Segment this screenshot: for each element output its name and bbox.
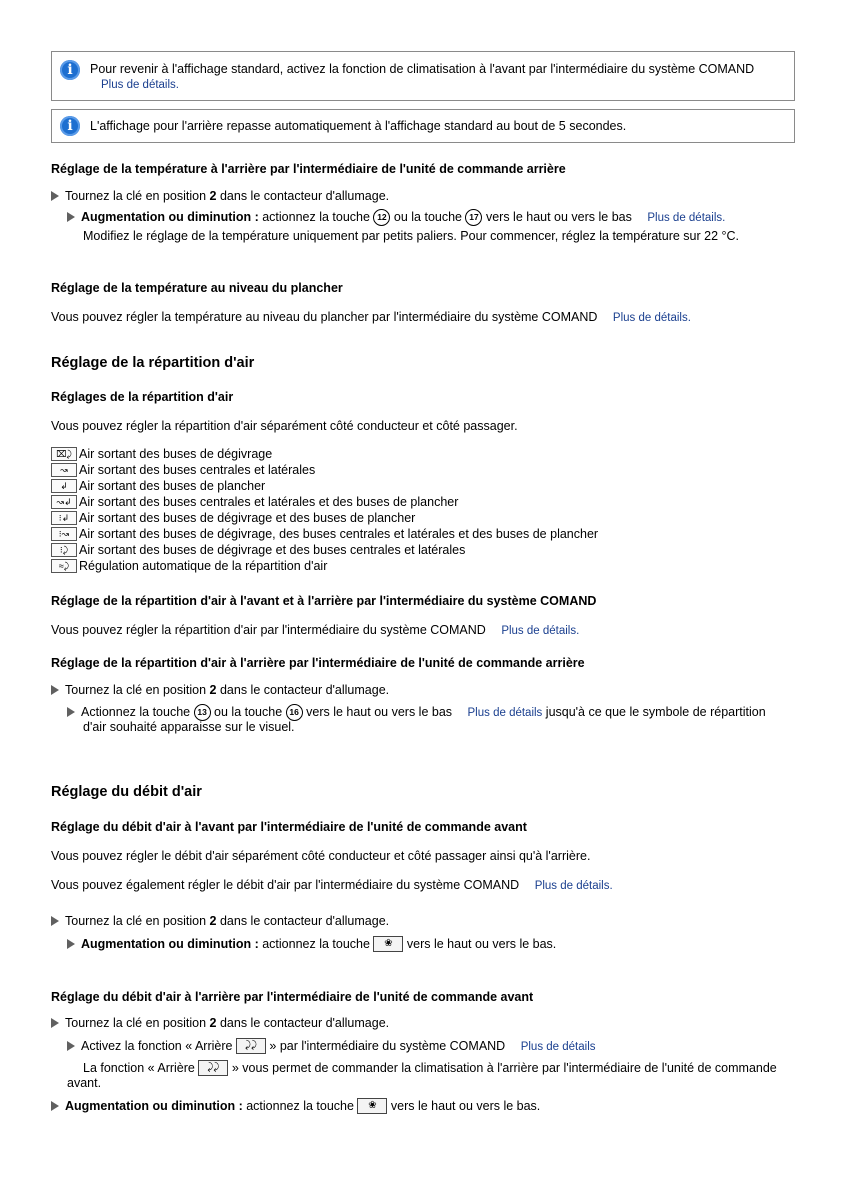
info-box-1 — [51, 51, 795, 101]
paragraph: Vous pouvez régler la répartition d'air par l'intermédiaire du système COMAND Plus de détails. — [51, 623, 580, 637]
details-link[interactable]: Plus de détails. — [612, 312, 691, 324]
heading-rear-temperature: Réglage de la température à l'arrière par l'intermédiaire de l'unité de commande arrière — [51, 162, 566, 176]
button-13-icon: 13 — [194, 704, 211, 721]
center-floor-icon: ↝↲ — [51, 495, 77, 509]
arrow-icon — [51, 1101, 59, 1111]
step-increase-decrease: Augmentation ou diminution : actionnez la touche 12 ou la touche 17 vers le haut ou vers le bas Plus de détails. — [67, 209, 725, 226]
arrow-icon — [51, 1018, 59, 1028]
details-link[interactable]: Plus de détails. — [101, 79, 179, 91]
paragraph: Vous pouvez également régler le débit d'air par l'intermédiaire du système COMAND Plus de détails. — [51, 878, 613, 892]
button-12-icon: 12 — [373, 209, 390, 226]
arrow-icon — [67, 1041, 75, 1051]
step-increase-decrease: Augmentation ou diminution : actionnez la touche ❀ vers le haut ou vers le bas. — [67, 936, 556, 952]
step-actuate: Actionnez la touche 13 ou la touche 16 vers le haut ou vers le bas Plus de détails jusqu'à ce que le symbole de répartition — [67, 704, 766, 721]
info-icon: i — [60, 116, 80, 136]
floor-vents-icon: ↲ — [51, 479, 77, 493]
heading-rear-distribution: Réglage de la répartition d'air à l'arrière par l'intermédiaire de l'unité de commande arrière — [51, 656, 585, 670]
list-item-label: Air sortant des buses de dégivrage, des buses centrales et latérales et des buses de plancher — [79, 527, 599, 541]
details-link[interactable]: Plus de détails — [520, 1041, 596, 1053]
heading-rear-air-flow: Réglage du débit d'air à l'arrière par l'intermédiaire de l'unité de commande avant — [51, 990, 534, 1004]
step-note: Modifiez le réglage de la température uniquement par petits paliers. Pour commencer, réglez la température sur 22 °C. — [83, 229, 740, 243]
button-17-icon: 17 — [465, 209, 482, 226]
details-link[interactable]: Plus de détails — [467, 707, 543, 719]
heading-front-air-flow: Réglage du débit d'air à l'avant par l'intermédiaire de l'unité de commande avant — [51, 820, 527, 834]
info-text: Pour revenir à l'affichage standard, activez la fonction de climatisation à l'avant par l'intermédiaire du système COMAND — [90, 62, 755, 76]
arrow-icon — [51, 916, 59, 926]
defrost-floor-icon: ⁝↲ — [51, 511, 77, 525]
heading-air-distribution-settings: Réglages de la répartition d'air — [51, 390, 234, 404]
paragraph: Vous pouvez régler la température au niveau du plancher par l'intermédiaire du système COMAND Plus de détails. — [51, 310, 691, 324]
info-icon: i — [60, 60, 80, 80]
arrow-icon — [51, 685, 59, 695]
info-box-2 — [51, 109, 795, 143]
step-note: d'air souhaité apparaisse sur le visuel. — [83, 720, 295, 734]
step-increase-decrease: Augmentation ou diminution : actionnez la touche ❀ vers le haut ou vers le bas. — [51, 1098, 540, 1114]
defrost-center-floor-icon: ⁝↝ — [51, 527, 77, 541]
list-item-label: Air sortant des buses centrales et latérales — [79, 463, 316, 477]
heading-floor-temperature: Réglage de la température au niveau du plancher — [51, 281, 343, 295]
list-item-label: Régulation automatique de la répartition d'air — [79, 559, 328, 573]
step-ignition: Tournez la clé en position 2 dans le contacteur d'allumage. — [51, 1016, 389, 1030]
auto-distribution-icon: ≈⤸ — [51, 559, 77, 573]
paragraph: Vous pouvez régler le débit d'air séparément côté conducteur et côté passager ainsi qu'à l'arrière. — [51, 849, 591, 863]
list-item-label: Air sortant des buses centrales et latérales et des buses de plancher — [79, 495, 459, 509]
arrow-icon — [51, 191, 59, 201]
list-item-label: Air sortant des buses de plancher — [79, 479, 266, 493]
heading-front-rear-distribution: Réglage de la répartition d'air à l'avant et à l'arrière par l'intermédiaire du système COMAND — [51, 594, 597, 608]
rear-button-icon: ⤸⤸ — [236, 1038, 266, 1054]
rear-button-icon: ⤸⤸ — [198, 1060, 228, 1076]
details-link[interactable]: Plus de détails. — [647, 212, 726, 224]
section-title-air-distribution: Réglage de la répartition d'air — [51, 355, 255, 371]
paragraph: Vous pouvez régler la répartition d'air séparément côté conducteur et côté passager. — [51, 419, 518, 433]
section-title-air-flow: Réglage du débit d'air — [51, 784, 202, 800]
info-text: L'affichage pour l'arrière repasse automatiquement à l'affichage standard au bout de 5 secondes. — [90, 119, 627, 133]
center-vents-icon: ↝ — [51, 463, 77, 477]
step-ignition: Tournez la clé en position 2 dans le contacteur d'allumage. — [51, 683, 389, 697]
step-ignition: Tournez la clé en position 2 dans le contacteur d'allumage. — [51, 914, 389, 928]
arrow-icon — [67, 212, 75, 222]
step-activate-rear: Activez la fonction « Arrière ⤸⤸ » par l'intermédiaire du système COMAND Plus de détails — [67, 1038, 596, 1054]
details-link[interactable]: Plus de détails. — [501, 625, 580, 637]
step-note-end: avant. — [67, 1076, 102, 1090]
step-note: La fonction « Arrière ⤸⤸ » vous permet de commander la climatisation à l'arrière par l'intermédiaire de l'unité de commande — [83, 1061, 777, 1075]
details-link[interactable]: Plus de détails. — [534, 880, 613, 892]
defrost-center-icon: ⁝⤸ — [51, 543, 77, 557]
button-16-icon: 16 — [286, 704, 303, 721]
list-item-label: Air sortant des buses de dégivrage — [79, 447, 273, 461]
list-item-label: Air sortant des buses de dégivrage et des buses centrales et latérales — [79, 543, 466, 557]
fan-button-icon: ❀ — [357, 1098, 387, 1114]
fan-button-icon: ❀ — [373, 936, 403, 952]
arrow-icon — [67, 707, 75, 717]
list-item-label: Air sortant des buses de dégivrage et des buses de plancher — [79, 511, 416, 525]
arrow-icon — [67, 939, 75, 949]
defrost-icon: ⌧⤸ — [51, 447, 77, 461]
step-ignition: Tournez la clé en position 2 dans le contacteur d'allumage. — [51, 189, 389, 203]
